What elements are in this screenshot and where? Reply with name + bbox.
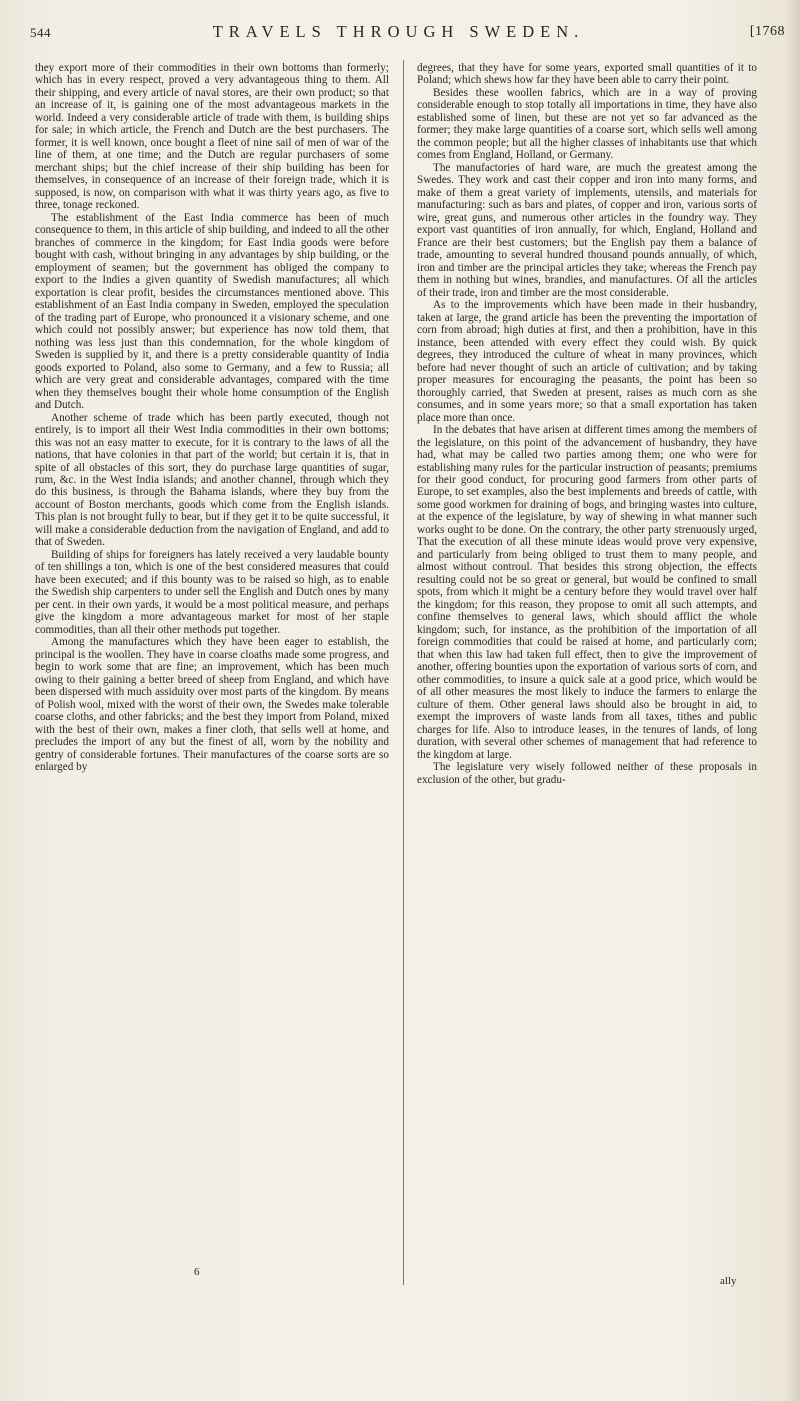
- paragraph: degrees, that they have for some years, exported small quantities of it to Poland; which shews how far they have been able to carry their point.: [417, 62, 757, 87]
- page-number: 544: [30, 25, 51, 40]
- column-divider: [403, 60, 404, 1285]
- paragraph: The establishment of the East India commerce has been of much consequence to them, in this article of ship building, and indeed to all the other branches of commerce in the kingdom; for East India goods were before bought with cash, without bringing in any advantages by ship building, or the employment of seamen; but the government has obliged the company to export to the Indies a given quantity of Swedish manufactures; all which exportation is clear profit, besides the circumstances mentioned above. This establishment of an East India company in Sweden, employed the speculation of the trading part of Europe, who pronounced it a visionary scheme, and one which could not possibly answer; but experience has now told them, that nothing was less just than this condemnation, for the whole kingdom of Sweden is supplied by it, and there is a pretty considerable quantity of India goods exported to Poland, also some to Germany, and a few to Russia; all which are very great and considerable advantages, compared with the time when they themselves bought their whole home consumption of the English and Dutch.: [35, 211, 389, 412]
- paragraph: Building of ships for foreigners has lately received a very laudable bounty of ten shillings a ton, which is one of the best considered measures that could have been executed; and if this bounty was to be raised so high, as to enable the Swedish ship carpenters to under sell the English and Dutch ones by many per cent. in their own yards, it would be a most political measure, and perhaps give the kingdom a more advantageous market for most of her staple commodities, than all their other methods put together.: [35, 548, 389, 636]
- paragraph: they export more of their commodities in their own bottoms than formerly; which has in every respect, proved a very advantageous thing to them. All their shipping, and every article of naval stores, are their own product; so that an increase of it, is gaining one of the most advantageous markets in the world. Indeed a very considerable article of trade with them, is building ships for sale; in which article, the French and Dutch are the best purchasers. The former, it is well known, once bought a fleet of nine sail of men of war of the line of them, at one time; and the Dutch are regular purchasers of some merchant ships; but the chief increase of their ship building has been for themselves, in consequence of an increase of their foreign trade, which it is supposed, is now, on comparison with what it was thirty years ago, as five to three, tonage reckoned.: [35, 62, 389, 212]
- catchword: ally: [720, 1275, 737, 1287]
- paragraph: Besides these woollen fabrics, which are in a way of proving considerable enough to stop totally all importations in time, they have also established some of linen, but these are not yet so far advanced as the former; they make large quantities of a coarse sort, which sells well among the common people; but all the higher classes of inhabitants use that which comes from England, Holland, or Germany.: [417, 86, 757, 162]
- paragraph: In the debates that have arisen at different times among the members of the legislature, on this point of the advancement of husbandry, they have had, what may be called two parties among them; one who were for establishing many rules for the particular instruction of peasants; premiums for their good conduct, for procuring good farmers from other parts of Europe, to set examples, also the best implements and breeds of cattle, with some good workmen for draining of bogs, and bringing wastes into culture, at the expence of the legislature, by way of shewing in what manner such works ought to be done. On the contrary, the other party strenuously urged, That the execution of all these minute ideas would prove very expensive, and particularly from being obliged to trust them to many people, and almost without controul. That besides this strong objection, the effects resulting could not be so great or general, but would be confined to small spots, from which it might be a century before they would travel over half the kingdom; for this reason, they propose to omit all such attempts, and confine themselves to general laws, which should afflict the whole kingdom; such, for instance, as the prohibition of the importation of all foreign commodities that could be raised at home, and particularly corn; that when this law had taken full effect, then to give the improvement of another, offering bounties upon the exportation of various sorts of corn, and other commodities, to insure a quick sale at a good price, which would be of all other measures the most likely to induce the farmers to enlarge the culture of them. Other general laws should also be brought in aid, to exempt the improvers of waste lands from all taxes, tithes and public charges for life. Also to introduce leases, in the tenures of lands, of long duration, with several other schemes of management that had reference to the kingdom at large.: [417, 424, 757, 761]
- paragraph: Among the manufactures which they have been eager to establish, the principal is the woollen. They have in coarse cloaths made some progress, and begin to work some that are fine; an improvement, which has been much owing to their gaining a better breed of sheep from England, and which have been dispersed with much assiduity over most parts of the kingdom. By means of Polish wool, mixed with the worst of their own, the Swedes make tolerable coarse cloths, and other fabricks; and the best they import from Poland, mixed with the best of their own, makes a finer cloth, that sells well at home, and precludes the import of any but the finest of all, worn by the nobility and gentry of considerable fortunes. Their manufactures of the coarse sorts are so enlarged by: [35, 636, 389, 774]
- header-year: [1768: [749, 24, 785, 39]
- left-text-column: [35, 62, 389, 1272]
- right-text-column: [417, 62, 757, 1272]
- page-edge-shadow: [786, 0, 800, 1401]
- paragraph: The legislature very wisely followed neither of these proposals in exclusion of the other, but gradu-: [417, 761, 757, 786]
- page-header: [30, 22, 785, 52]
- running-title: TRAVELS THROUGH SWEDEN.: [212, 22, 585, 41]
- paragraph: The manufactories of hard ware, are much the greatest among the Swedes. They work and cast their copper and iron into many forms, and make of them a great variety of implements, utensils, and materials for manufacturing: such as bars and plates, of copper and iron, various sorts of wire, great guns, and numerous other articles in the foundry way. They export vast quantities of iron annually, for which, England, Holland and France are their best customers; but the English pay them a balance of trade, amounting to several hundred thousand pounds annually, of which, iron and timber are the principal articles they take; whereas the French pay them in nothing but wines, brandies, and manufactures. Of all the articles of their trade, iron and timber are the most considerable.: [417, 161, 757, 299]
- paragraph: As to the improvements which have been made in their husbandry, taken at large, the grand article has been the preventing the importation of corn from abroad; high duties at first, and then a prohibition, have in this instance, been attended with every effect they could wish. By quick degrees, they introduced the culture of wheat in many provinces, which before had never thought of such an article of cultivation; and by taking proper measures for encouraging the peasants, the point has been so thoroughly carried, that Sweden at present, raises as much corn as she consumes, and in some years more; so that a small exportation has taken place more than once.: [417, 299, 757, 424]
- signature-mark: 6: [194, 1266, 200, 1278]
- paragraph: Another scheme of trade which has been partly executed, though not entirely, is to import all their West India commodities in their own bottoms; this was not an easy matter to execute, for it is contrary to the laws of all the nations, that have colonies in that part of the world; but certain it is, that in spite of all obstacles of this sort, they do purchase large quantities of sugar, rum, &c. in the West India islands; and another channel, through which they do this business, is through the Bahama islands, where they buy from the account of Boston merchants, goods which come from the English islands. This plan is not brought fully to bear, but if they get it to be quite successful, it will make a considerable deduction from the navigation of England, and add to that of Sweden.: [35, 411, 389, 549]
